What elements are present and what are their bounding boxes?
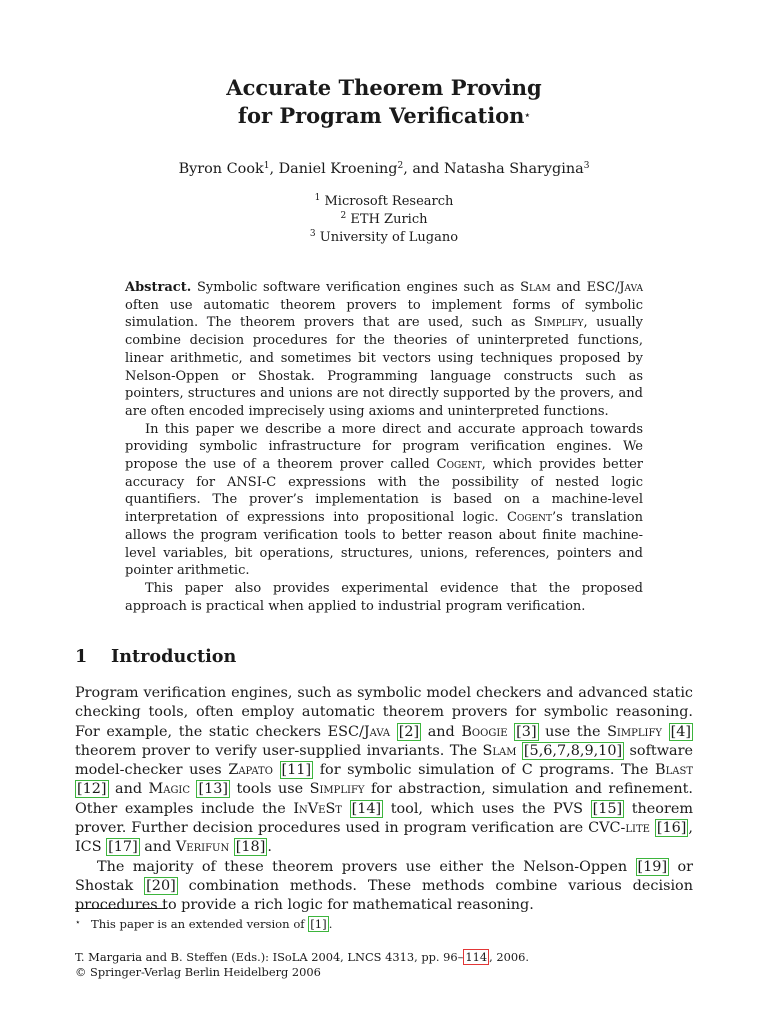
page-range-link[interactable]: 114 [465,950,488,964]
footnote-text: This paper is an extended version of [91,917,309,931]
tool-name: Cogent [507,510,552,526]
tool-name: Simplify [534,315,584,331]
body-text: theorem prover. Further decision procedures used in program verification are CVC- [75,800,693,837]
title-footnote-star[interactable]: ⋆ [524,111,531,121]
citation-link[interactable]: [15] [592,800,623,817]
abstract-paragraph-3: This paper also provides experimental evidence that the proposed approach is practical when applied to industrial program verification. [125,580,643,614]
citation-year: , 2006. [489,950,529,964]
citation-link[interactable]: [16] [656,820,687,837]
body-text: and [421,723,462,740]
body-text: tools use [230,781,310,798]
body-text: and [108,781,149,798]
abstract-paragraph-1 [125,279,643,421]
body-text: and [139,839,176,856]
body-text: tool, which uses the PVS [383,800,591,817]
intro-paragraph-1 [75,684,693,858]
abstract-text: often use automatic theorem provers to implement forms of symbolic simulation. The theorem provers that are used, such as [125,297,643,331]
section-heading-introduction [75,646,236,668]
footnote-divider [75,908,167,909]
footnote-end: . [328,917,333,931]
affiliation-3-name: University of Lugano [319,230,459,245]
body-text: for abstraction, simulation and refinement. Other examples include the [75,781,694,817]
tool-name: InVeSt [293,800,342,817]
tool-name: Java [363,723,391,740]
author-2: , Daniel Kroening [269,161,398,177]
citation-link[interactable]: [3] [516,723,537,740]
affiliation-3 [0,229,768,247]
affiliation-1 [0,193,768,211]
abstract [125,279,643,615]
tool-name: Blast [655,762,693,779]
footnote [75,915,332,932]
body-text: combination methods. These methods combine various decision procedures to provide a rich logic for mathematical reasoning. [75,877,693,914]
abstract-label: Abstract. [125,280,192,295]
body-text: for symbolic simulation of C programs. The [313,762,656,779]
body-text: or Shostak [75,858,694,894]
abstract-text: ’s translation allows the program verification tools to better reason about finite machine-level variables, bit operations, structures, unions, references, pointers and pointer arithmetic. [125,510,643,579]
abstract-text: , which provides better accuracy for ANSI-C expressions with the possibility of nested logic quantifiers. The prover’s implementation is based on a machine-level interpretation of expressions into propositional logic. [125,457,643,526]
section-number: 1 [75,646,88,667]
body-text: . [267,839,272,856]
citation-link[interactable]: [14] [351,800,382,817]
author-3: , and Natasha Sharygina [403,161,584,177]
copyright-notice: © Springer-Verlag Berlin Heidelberg 2006 [75,965,321,979]
tool-name: Magic [148,781,191,798]
citation-link[interactable]: [11] [281,762,312,779]
footnote-mark: ⋆ [75,918,81,928]
citation-text: T. Margaria and B. Steffen (Eds.): ISoLA 2004, LNCS 4313, pp. 96– [75,950,464,964]
tool-name: Boogie [461,723,508,740]
citation-link[interactable]: [19] [637,858,668,875]
abstract-paragraph-2 [125,421,643,580]
abstract-text: In this paper we describe a more direct and accurate approach towards providing symbolic infrastructure for program verification engines. We propose the use of a theorem prover called [125,421,643,473]
abstract-text: and ESC/ [550,280,620,295]
tool-name: Simplify [309,781,365,798]
affiliation-2-name: ETH Zurich [350,212,428,227]
section-title: Introduction [111,646,237,667]
citation-link[interactable]: [12] [77,781,107,798]
author-2-affil: 2 [397,161,404,171]
tool-name: Zapato [228,762,273,779]
citation-link[interactable]: [2] [398,723,420,740]
affiliation-1-number: 1 [314,193,321,203]
paper-title-line-1: Accurate Theorem Proving [226,75,542,100]
tool-name: Java [619,280,643,295]
author-1: Byron Cook [178,161,264,177]
citation-link[interactable]: [13] [198,781,229,798]
author-list [0,159,768,179]
abstract-text: , usually combine decision procedures for the theories of uninterpreted functions, linear arithmetic, and sometimes bit vectors using techniques proposed by Nelson-Oppen or Shostak. Programming language constructs such as pointers, structures and unions are not directly supported by the provers, and are often encoded imprecisely using axioms and uninterpreted functions. [125,315,643,419]
affiliation-3-number: 3 [309,229,316,239]
tool-name: Verifun [175,839,230,856]
tool-name: Slam [482,742,517,759]
intro-paragraph-2 [75,858,693,916]
citation-link[interactable]: [4] [670,723,691,740]
affiliation-2 [0,211,768,229]
body-text: use the [538,723,608,740]
publication-citation [75,950,529,965]
introduction-body [75,684,693,916]
body-text: theorem prover to verify user-supplied invariants. The [75,742,483,759]
affiliation-1-name: Microsoft Research [324,194,454,209]
tool-name: lite [625,820,650,837]
citation-link[interactable]: [18] [235,839,266,856]
body-text: , ICS [75,820,693,856]
body-text: Program verification engines, such as symbolic model checkers and advanced static checking tools, often employ automatic theorem provers for symbolic reasoning. For example, the static checkers ESC/ [75,685,693,740]
affiliation-2-number: 2 [340,211,347,221]
body-text: The majority of these theorem provers use either the Nelson-Oppen [97,858,636,875]
citation-link[interactable]: [17] [108,839,138,856]
tool-name: Slam [520,280,551,295]
tool-name: Simplify [607,723,662,740]
abstract-text: Symbolic software verification engines such as [191,280,521,295]
citation-link[interactable]: [5,6,7,8,9,10] [523,742,623,759]
tool-name: Cogent [436,457,482,473]
author-3-affil: 3 [583,161,590,171]
paper-title-text: for Program Verification [237,103,525,128]
body-text: software model-checker uses [75,742,694,779]
paper-title-line-2 [0,102,768,130]
author-1-affil: 1 [263,161,270,171]
citation-link[interactable]: [20] [146,877,176,894]
citation-link[interactable]: [1] [310,917,327,931]
